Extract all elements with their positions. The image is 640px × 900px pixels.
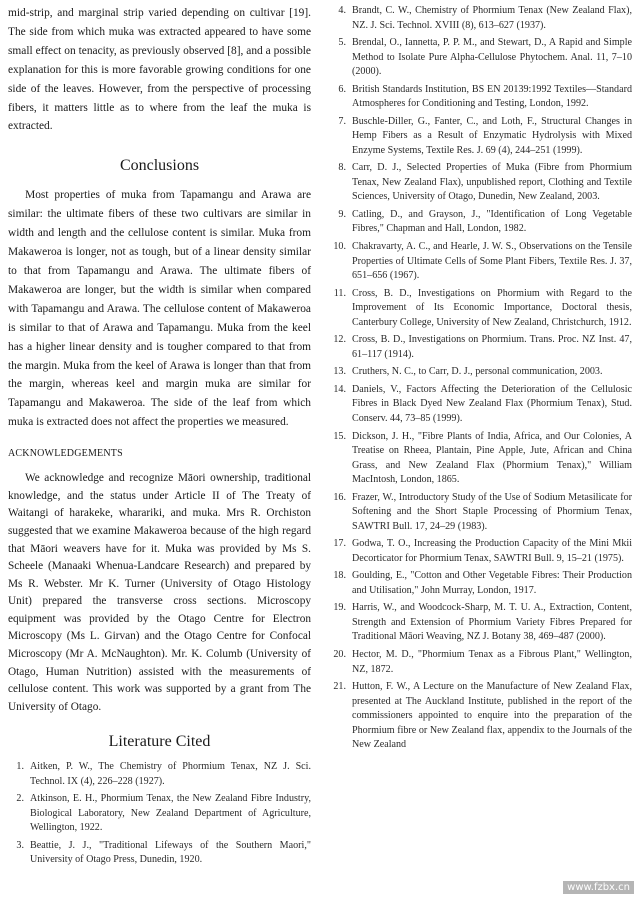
reference-item: 14. Daniels, V., Factors Affecting the Deterioration of the Cellulosic Fibres in Black Dyed New Zealand Flax (Phormium Tenax), Stud. Conserv. 44, 73–85 (1999). (333, 383, 632, 424)
reference-item: 7. Buschle-Diller, G., Fanter, C., and Loth, F., Structural Changes in Hemp Fibers as a Result of Enzymatic Hydrolysis with Mixed Enzyme Systems, Textile Res. J. 69 (4), 244–251 (1999). (338, 115, 632, 156)
intro-paragraph: mid-strip, and marginal strip varied depending on cultivar [19]. The side from which muka was extracted appeared to have some small effect on tenacity, as previously observed [8], and a possible explanation for this is more favorable growing conditions for one side of the leaves. However, from the perspective of processing fibers, it matters little as to where from the leaf the muka is extracted. (8, 7, 311, 133)
reference-item: 10. Chakravarty, A. C., and Hearle, J. W. S., Observations on the Tensile Properties of Ultimate Cells of Some Plant Fibers, Textile Res. J. 37, 651–656 (1967). (333, 241, 632, 282)
reference-item: 1. Aitken, P. W., The Chemistry of Phormium Tenax, NZ J. Sci. Technol. IX (4), 226–228 (1927). (16, 761, 311, 787)
reference-item: 16. Frazer, W., Introductory Study of the Use of Sodium Metasilicate for Softening and the Short Staple Processing of Phormium Tenax, SAWTRI Bull. 17, 24–29 (1983). (333, 491, 632, 532)
reference-item: 6. British Standards Institution, BS EN 20139:1992 Textiles—Standard Atmospheres for Conditioning and Testing, London, 1992. (338, 83, 632, 110)
reference-item: 15. Dickson, J. H., "Fibre Plants of India, Africa, and Our Colonies, A Treatise on Rheea, Plantain, Pine Apple, Jute, African and China Grass, and New Zealand Flax (Phormium Tenax)," William MacIntosh, London, 1865. (333, 430, 632, 486)
reference-item: 9. Catling, D., and Grayson, J., "Identification of Long Vegetable Fibres," Chapman and Hall, London, 1982. (338, 208, 632, 235)
conclusions-paragraph: Most properties of muka from Tapamangu and Arawa are similar: the ultimate fibers of these two cultivars are similar in width and length and the cellulose content is similar. Muka from Makaweroa is longer, not as tough, but of a linear density similar to that from Tapamangu and Arawa. The ultimate fibers of Makaweroa are longer, but the width is similar when compared with Tapamangu and Arawa. The cellulose content of Makaweroa is similar to that of Arawa and Tapamangu. Muka from the keel has a higher linear density and is tougher compared to that from the margin. Muka from the keel of Arawa is longer than that from the margin, whereas keel and margin muka are similar for Tapamangu and Makaweroa. The side of the leaf from which muka is extracted does not affect the properties we measured. (8, 189, 311, 429)
reference-item: 17. Godwa, T. O., Increasing the Production Capacity of the Mini Mkii Decorticator for Phormium Tenax, SAWTRI Bull. 9, 15–21 (1975). (333, 538, 632, 564)
reference-item: 3. Beattie, J. J., "Traditional Lifeways of the Southern Maori," University of Otago Press, Dunedin, 1920. (16, 839, 311, 866)
conclusions-heading: Conclusions (119, 157, 200, 175)
references-list-right (330, 4, 632, 753)
reference-item: 8. Carr, D. J., Selected Properties of Muka (Fibre from Phormium Tenax, New Zealand Flax), unpublished report, Clothing and Textile Sciences, University of Otago, Dunedin, New Zealand, 2003. (338, 162, 632, 203)
literature-cited-heading: Literature Cited (108, 733, 211, 751)
reference-item: 18. Goulding, E., "Cotton and Other Vegetable Fibres: Their Production and Utilisation," John Murray, London, 1917. (333, 570, 632, 596)
reference-item: 11. Cross, B. D., Investigations on Phormium with Regard to the Improvement of Its Economic Importance, Doctoral thesis, Canterbury College, University of New Zealand, Christchurch, 1912. (333, 287, 632, 328)
watermark: www.fzbx.cn (563, 881, 634, 894)
reference-item: 21. Hutton, F. W., A Lecture on the Manufacture of New Zealand Flax, presented at The Auckland Institute, published in the report of the commissioners appointed to enquire into the preparation of the Phormium fibre or New Zealand flax, appendix to the Journals of the New Zealand (333, 681, 632, 751)
right-column (330, 4, 632, 756)
acknowledgements-heading: ACKNOWLEDGEMENTS (8, 448, 123, 460)
acknowledgements-paragraph: We acknowledge and recognize Māori ownership, traditional knowledge, and the status under Article II of The Treaty of Waitangi of harakeke, wharariki, and muka. Mrs R. Orchiston suggested that we examine Makaweroa because of the high regard that Māori weavers have for it. Muka was provided by Ms S. Scheele (Manaaki Whenua-Landcare Research) and prepared by Ms R. Webster. Mr K. Turner (University of Otago Histology Unit) prepared the transverse cross sections. Microscopy equipment was provided by the Otago Centre for Electron Microscopy (Ms L. Girvan) and the Otago Centre for Confocal Microscopy (Mr A. McNaughton). Mr. K. Columb (University of Otago, Human Nutrition) assisted with the measurements of cellulose content. This work was supported by a grant from The University of Otago. (8, 472, 311, 713)
reference-item: 19. Harris, W., and Woodcock-Sharp, M. T. U. A., Extraction, Content, Strength and Extension of Phormium Variety Fibres Prepared for Traditional Māori Weaving, NZ J. Botany 38, 469–487 (2000). (333, 602, 632, 643)
reference-item: 12. Cross, B. D., Investigations on Phormium. Trans. Proc. NZ Inst. 47, 61–117 (1914). (333, 334, 632, 360)
reference-item: 20. Hector, M. D., "Phormium Tenax as a Fibrous Plant," Wellington, NZ, 1872. (333, 649, 632, 675)
left-column (8, 4, 311, 871)
reference-item: 13. Cruthers, N. C., to Carr, D. J., personal communication, 2003. (333, 366, 603, 378)
references-list-left (8, 760, 311, 868)
reference-item: 2. Atkinson, E. H., Phormium Tenax, the New Zealand Fibre Industry, Biological Laboratory, New Zealand Department of Agriculture, Wellington, 1922. (16, 793, 311, 834)
reference-item: 5. Brendal, O., Iannetta, P. P. M., and Stewart, D., A Rapid and Simple Method to Isolate Pure Alpha-Cellulose Phytochem. Anal. 11, 7–10 (2000). (338, 37, 632, 78)
reference-item: 4. Brandt, C. W., Chemistry of Phormium Tenax (New Zealand Flax), NZ. J. Sci. Technol. XVIII (8), 613–627 (1937). (338, 5, 632, 31)
